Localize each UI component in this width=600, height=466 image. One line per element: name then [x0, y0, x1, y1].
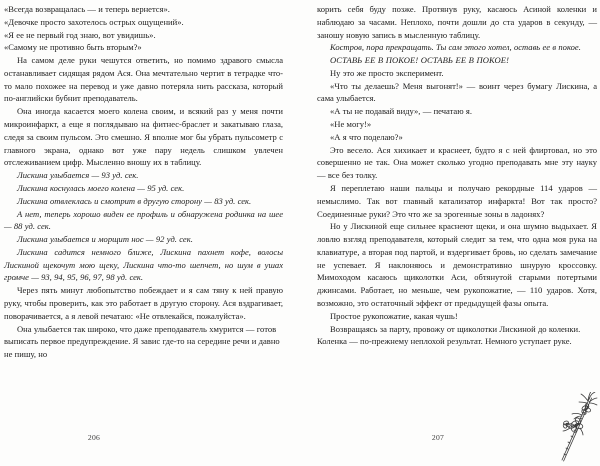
paragraph-body-15: Возвращаясь за парту, провожу от щиколотки Лискиной до коленки. Коленка — по-прежнему неплохой результат. Немного уступает руке.: [317, 323, 581, 347]
paragraph-body-13: Но у Лискиной еще сильнее краснеют щеки, и она шумно выдыхает. Я ловлю взгляд преподавателя, который следит за тем, что одна моя рука на клавиатуре, а вторая под партой, и вздергивает бровь, но сделать замечание не успевает. Я наклоняюсь и демонстративно шнурую кроссовку. Мимоходом касаюсь щиколотки Аси, обтянутой старыми потертыми джинсами. Работает, но меньше, чем рукопожатие, — 110 ударов. Хотя, возможно, это остаточный эффект от предыдущей фазы опыта.: [317, 221, 597, 308]
paragraph-body-9: «Не могу!»: [330, 119, 372, 130]
page-number-right: 207: [431, 433, 445, 442]
paragraph-body-14: Простое рукопожатие, какая чушь!: [330, 310, 458, 321]
inner-voice-line: Костров, пора прекращать. Ты сам этого хотел, оставь ее в покое.: [330, 42, 581, 53]
pulse-log-line-1: Лискина улыбается — 93 уд. сек.: [17, 170, 139, 181]
paragraph-body-1: На самом деле руки чешутся ответить, но помимо здравого смысла останавливает сидящая рядом Ася. Она мечтательно чертит в тетрадке что-то мало похожее на перевод и уже давно потеряла нить рассказа, который по-английски бубнит преподаватель.: [4, 55, 283, 104]
paragraph-body-11: Это весело. Ася хихикает и краснеет, будто я с ней флиртовал, но это совершенно не так. Она может сколько угодно преподавать мне эту науку — все без толку.: [317, 144, 597, 181]
pulse-log-line-5: Лискина улыбается и морщит нос — 92 уд. сек.: [17, 234, 193, 245]
paragraph-quote-3: «Я ее не первый год знаю, вот увидишь».: [4, 29, 156, 40]
left-page-textblock: [4, 3, 283, 361]
paragraph-body-8: «А ты не подавай виду», — печатаю я.: [330, 106, 472, 117]
paragraph-body-5: корить себя буду позже. Протянув руку, касаюсь Асиной коленки и наблюдаю за часами. Неплохо, почти дошли до ста ударов в секунду, — заношу новую запись в мысленную таблицу.: [317, 4, 597, 40]
paragraph-quote-4: «Самому не противно быть вторым?»: [4, 42, 142, 53]
paragraph-body-3: Через пять минут любопытство побеждает и я сам тяну к ней правую руку, чтобы проверить, как это работает в другую сторону. Ася вздрагивает, поворачивается, а я левой печатаю: «Не отвлекайся, пожалуйста».: [4, 285, 283, 321]
right-page: [312, 0, 600, 466]
paragraph-body-7: «Что ты делаешь? Меня выгонят!» — воинт через бумагу Лискина, а сама улыбается.: [317, 80, 597, 104]
shout-line: ОСТАВЬ ЕЕ В ПОКОЕ! ОСТАВЬ ЕЕ В ПОКОЕ!: [330, 55, 510, 66]
paragraph-body-2: Она иногда касается моего колена своим, и всякий раз у меня почти микроинфаркт, а еще я поглядываю на фитнес-браслет и закатываю глаза, следя за своим пульсом. Это смешно. Я вполне мог бы убрать пульсометр с главного экрана, однако вот уже пару недель слишком увлечен отслеживанием цифр. Мысленно вношу их в таблицу.: [4, 106, 283, 168]
left-page: [0, 0, 288, 466]
page-number-left: 206: [87, 433, 101, 442]
pulse-log-line-4: А нет, теперь хорошо виден ее профиль и обнаружена родинка на шее — 88 уд. сек.: [4, 208, 283, 232]
paragraph-body-10: «А я что поделаю?»: [330, 131, 403, 142]
pulse-log-line-2: Лискина коснулась моего колена — 95 уд. сек.: [17, 182, 185, 193]
paragraph-quote-1: «Всегда возвращалась — и теперь вернется».: [4, 4, 170, 14]
right-page-textblock: [317, 3, 597, 348]
paragraph-body-6: Ну это же просто эксперимент.: [330, 67, 444, 78]
paragraph-body-12: Я переплетаю наши пальцы и получаю рекордные 114 ударов — немыслимо. Так вот главный катализатор инфаркта! Вот так просто? Соединенные руки? Это что же за эрогенные зоны в ладонях?: [317, 182, 597, 219]
pulse-log-line-6: Лискина садится немного ближе, Лискина пахнет кофе, волосы Лискиной щекочут мою щеку, Лискина что-то шепчет, но шум в ушах громче — 93, 94, 95, 96, 97, 98 уд. сек.: [4, 246, 283, 283]
paragraph-body-4: Она улыбается так широко, что даже преподаватель хмурится — готов выписать первое предупреждение. Я завис где-то на середине речи и давно не пишу, но: [4, 323, 280, 360]
paragraph-quote-2: «Девочке просто захотелось острых ощущений».: [4, 16, 184, 27]
pulse-log-line-3: Лискина отвлеклась и смотрит в другую сторону — 83 уд. сек.: [17, 195, 252, 206]
